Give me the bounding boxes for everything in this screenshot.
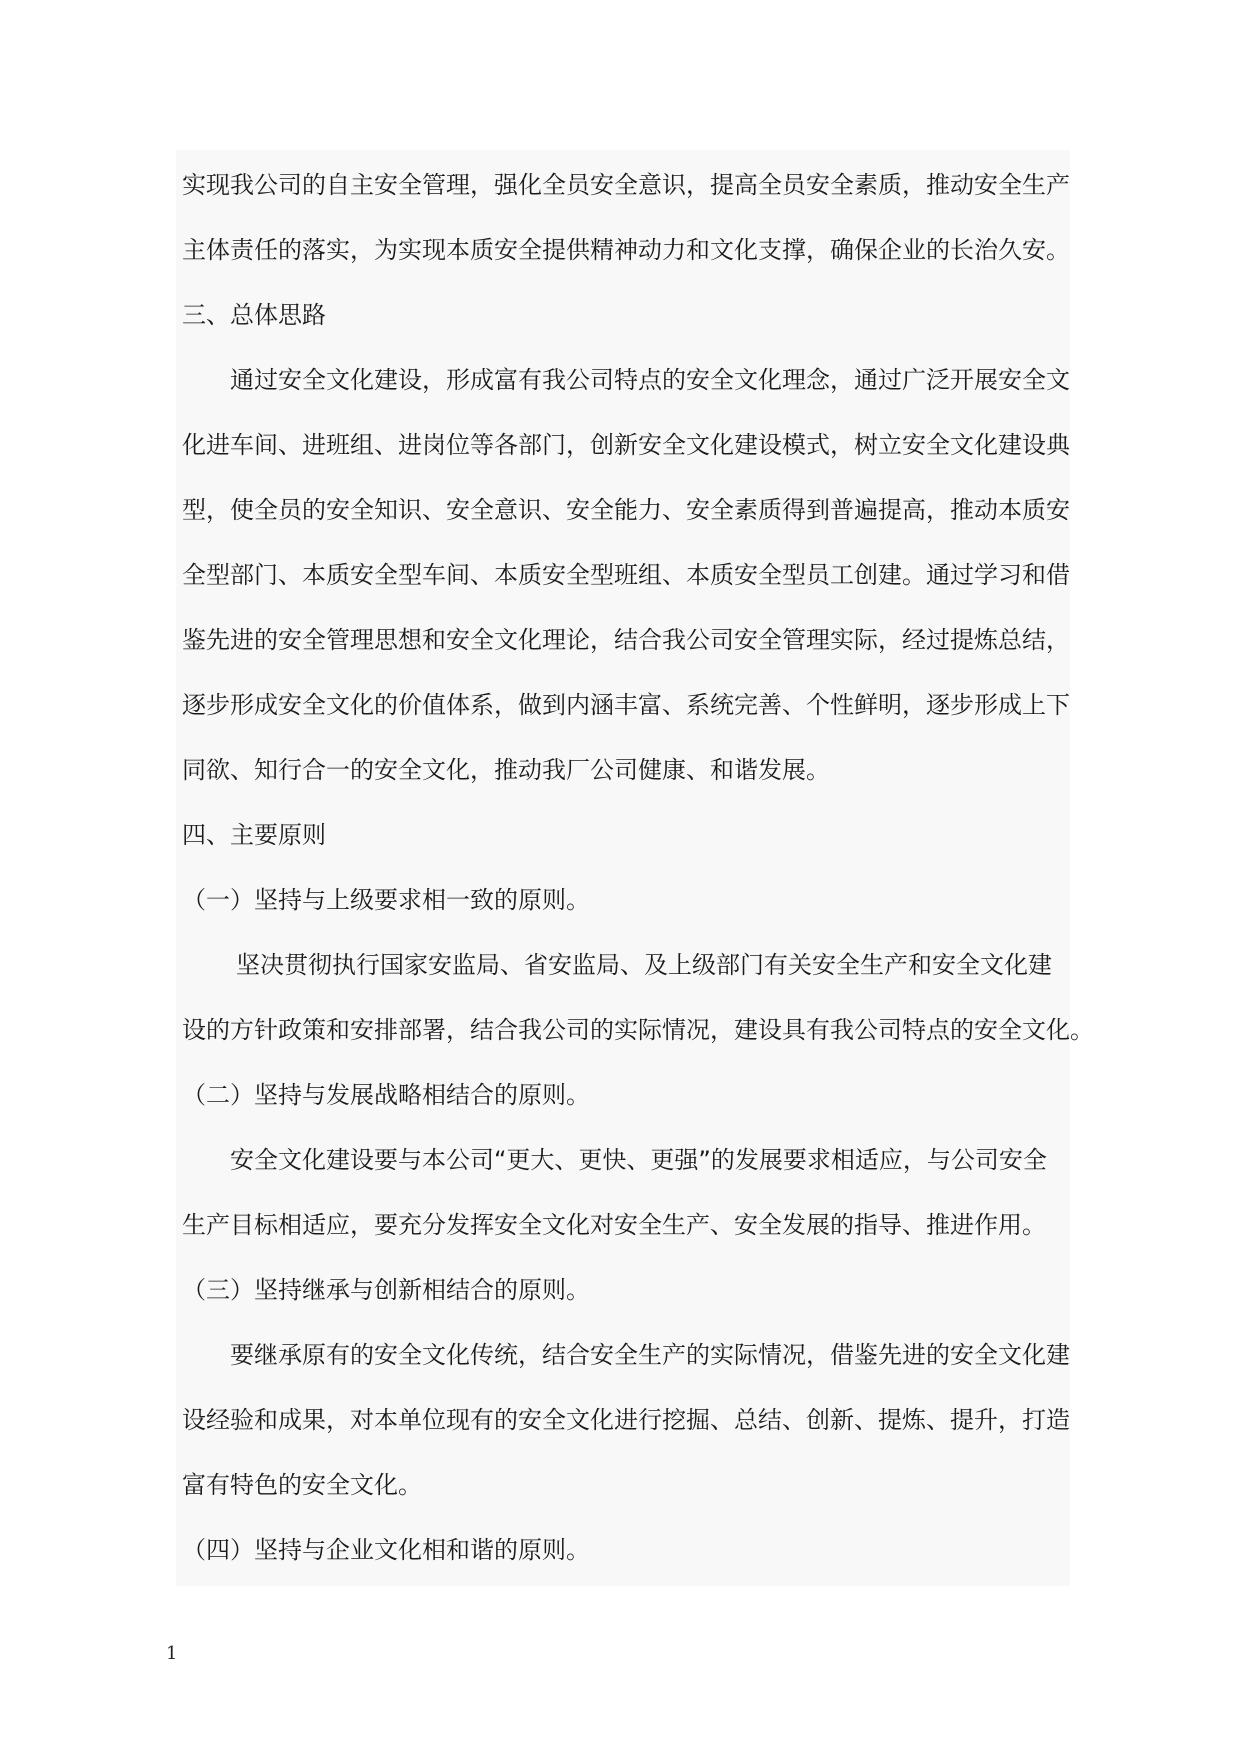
paragraph-line: 设经验和成果，对本单位现有的安全文化进行挖掘、总结、创新、提炼、提升，打造 <box>182 1406 1070 1434</box>
paragraph-line: 化进车间、进班组、进岗位等各部门，创新安全文化建设模式，树立安全文化建设典 <box>182 431 1070 459</box>
document-text-block <box>176 150 1094 1586</box>
paragraph-line: 主体责任的落实，为实现本质安全提供精神动力和文化支撑，确保企业的长治久安。 <box>182 236 1070 264</box>
paragraph-line: 型，使全员的安全知识、安全意识、安全能力、安全素质得到普遍提高，推动本质安 <box>182 496 1070 524</box>
section-heading: 三、总体思路 <box>182 301 326 329</box>
paragraph-line: 同欲、知行合一的安全文化，推动我厂公司健康、和谐发展。 <box>182 756 830 784</box>
subsection-heading: （二）坚持与发展战略相结合的原则。 <box>182 1081 590 1109</box>
paragraph-line: 坚决贯彻执行国家安监局、省安监局、及上级部门有关安全生产和安全文化建 <box>236 951 1052 979</box>
paragraph-line: 全型部门、本质安全型车间、本质安全型班组、本质安全型员工创建。通过学习和借 <box>182 561 1070 589</box>
paragraph-line: 安全文化建设要与本公司“更大、更快、更强”的发展要求相适应，与公司安全 <box>230 1146 1047 1174</box>
subsection-heading: （一）坚持与上级要求相一致的原则。 <box>182 886 590 914</box>
section-heading: 四、主要原则 <box>182 821 326 849</box>
paragraph-line: 鉴先进的安全管理思想和安全文化理论，结合我公司安全管理实际，经过提炼总结， <box>182 626 1070 654</box>
paragraph-line: 逐步形成安全文化的价值体系，做到内涵丰富、系统完善、个性鲜明，逐步形成上下 <box>182 691 1070 719</box>
paragraph-line: 设的方针政策和安排部署，结合我公司的实际情况，建设具有我公司特点的安全文化。 <box>182 1016 1094 1044</box>
paragraph-line: 生产目标相适应，要充分发挥安全文化对安全生产、安全发展的指导、推进作用。 <box>182 1211 1046 1239</box>
paragraph-line: 通过安全文化建设，形成富有我公司特点的安全文化理念，通过广泛开展安全文 <box>230 366 1070 394</box>
page-number: 1 <box>166 1643 178 1664</box>
subsection-heading: （四）坚持与企业文化相和谐的原则。 <box>182 1536 590 1564</box>
subsection-heading: （三）坚持继承与创新相结合的原则。 <box>182 1276 590 1304</box>
paragraph-line: 实现我公司的自主安全管理，强化全员安全意识，提高全员安全素质，推动安全生产 <box>182 171 1070 199</box>
paragraph-line: 要继承原有的安全文化传统，结合安全生产的实际情况，借鉴先进的安全文化建 <box>230 1341 1070 1369</box>
paragraph-line: 富有特色的安全文化。 <box>182 1471 422 1499</box>
